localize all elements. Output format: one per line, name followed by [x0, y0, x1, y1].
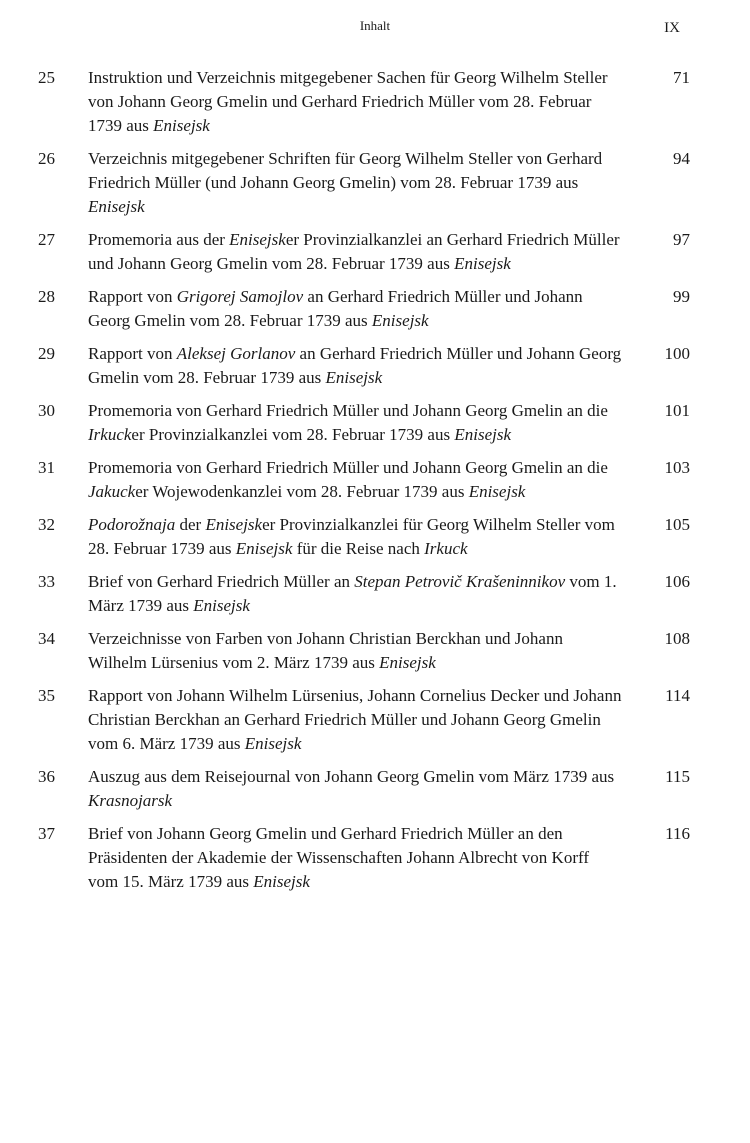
- entry-page-number: 108: [664, 629, 690, 648]
- entry-title-text: Promemoria von Gerhard Friedrich Müller und Johann Georg Gmelin an die: [88, 401, 608, 420]
- toc-entry: [0, 627, 750, 675]
- entry-page-number: 97: [673, 230, 690, 249]
- entry-title-text: Rapport von: [88, 344, 177, 363]
- entry-number: 26: [38, 149, 55, 168]
- entry-title-italic: Enisejsk: [454, 254, 511, 273]
- entry-title-text: der: [175, 515, 206, 534]
- entry-title: [88, 147, 623, 219]
- entry-title-text: Brief von Gerhard Friedrich Müller an: [88, 572, 355, 591]
- entry-title: [88, 627, 623, 675]
- entry-title-italic: Enisejsk: [253, 872, 310, 891]
- entry-title-italic: Enisejsk: [454, 425, 511, 444]
- entry-title-italic: Grigorej Samojlov: [176, 287, 304, 306]
- entry-title: [88, 684, 623, 756]
- entry-title-text: er Provinzialkanzlei vom 28. Februar 1739 aus: [131, 425, 455, 444]
- entry-title-text: an Gerhard Friedrich Müller und Johann Georg Gmelin vom 28. Februar 1739 aus: [88, 344, 622, 387]
- entry-number: 27: [38, 230, 55, 249]
- entry-title-italic: Irkuck: [424, 539, 468, 558]
- entry-title: [88, 570, 623, 618]
- entry-title-text: Promemoria aus der: [88, 230, 230, 249]
- toc-entry: [0, 570, 750, 618]
- running-header: [0, 18, 750, 42]
- entry-title-text: Verzeichnis mitgegebener Schriften für Georg Wilhelm Steller von Gerhard Friedrich Müller (und Johann Georg Gmelin) vom 28. Februar 1739 aus: [88, 149, 603, 192]
- entry-page-number: 100: [664, 344, 690, 363]
- entry-title-italic: Enisejsk: [153, 116, 210, 135]
- entry-number: 31: [38, 458, 55, 477]
- entry-page-number: 101: [664, 401, 690, 420]
- entry-title-italic: Irkuck: [88, 425, 132, 444]
- toc-entry: [0, 399, 750, 447]
- entry-page-number: 106: [664, 572, 690, 591]
- entry-number: 34: [38, 629, 55, 648]
- entry-number: 28: [38, 287, 55, 306]
- entry-page-number: 71: [673, 68, 690, 87]
- toc-entry: [0, 66, 750, 138]
- entry-page-number: 99: [673, 287, 690, 306]
- entry-number: 35: [38, 686, 55, 705]
- running-title: Inhalt: [359, 18, 391, 33]
- entry-title-italic: Stepan Petrovič Krašeninnikov: [354, 572, 566, 591]
- entry-title-italic: Enisejsk: [88, 197, 145, 216]
- entry-title-italic: Krasnojarsk: [88, 791, 173, 810]
- toc-entry: [0, 513, 750, 561]
- entry-number: 36: [38, 767, 55, 786]
- entry-title-italic: Aleksej Gorlanov: [176, 344, 296, 363]
- entry-title: [88, 513, 623, 561]
- toc-entry: [0, 285, 750, 333]
- entry-title-text: Rapport von: [88, 287, 177, 306]
- entry-page-number: 105: [664, 515, 690, 534]
- entry-title-text: an Gerhard Friedrich Müller und Johann Georg Gmelin vom 28. Februar 1739 aus: [88, 287, 583, 330]
- entry-title-italic: Enisejsk: [229, 230, 286, 249]
- entry-title: [88, 822, 623, 894]
- entry-number: 29: [38, 344, 55, 363]
- entry-title-text: Rapport von Johann Wilhelm Lürsenius, Johann Cornelius Decker und Johann Christian Berckhan an Gerhard Friedrich Müller und Johann Georg Gmelin vom 6. März 1739 aus: [88, 686, 622, 753]
- toc-entry: [0, 822, 750, 894]
- entry-title-italic: Enisejsk: [371, 311, 429, 330]
- entry-title-italic: Enisejsk: [379, 653, 436, 672]
- toc-entry: [0, 456, 750, 504]
- toc-entry: [0, 147, 750, 219]
- entry-number: 33: [38, 572, 55, 591]
- entry-title-text: Auszug aus dem Reisejournal von Johann Georg Gmelin vom März 1739 aus: [88, 767, 615, 786]
- entry-title: [88, 285, 623, 333]
- entry-title-italic: Podorožnaja: [88, 515, 176, 534]
- entry-title-italic: Enisejsk: [468, 482, 526, 501]
- entry-page-number: 114: [665, 686, 690, 705]
- entry-title: [88, 342, 623, 390]
- entry-title-text: Brief von Johann Georg Gmelin und Gerhard Friedrich Müller an den Präsidenten der Akademie der Wissenschaften Johann Albrecht von Korff vom 15. März 1739 aus: [88, 824, 589, 891]
- toc-entry: [0, 228, 750, 276]
- entry-title: [88, 456, 623, 504]
- entry-title: [88, 66, 623, 138]
- entry-title: [88, 765, 623, 813]
- toc-entry: [0, 342, 750, 390]
- table-of-contents: [0, 66, 750, 903]
- page-number: IX: [664, 20, 680, 36]
- entry-number: 25: [38, 68, 55, 87]
- entry-title-text: für die Reise nach: [292, 539, 425, 558]
- entry-page-number: 103: [664, 458, 690, 477]
- entry-title-italic: Enisejsk: [205, 515, 263, 534]
- entry-title: [88, 228, 623, 276]
- entry-title-text: er Provinzialkanzlei an Gerhard Friedrich Müller und Johann Georg Gmelin vom 28. Februar 1739 aus: [88, 230, 620, 273]
- entry-title-text: er Wojewodenkanzlei vom 28. Februar 1739 aus: [135, 482, 469, 501]
- entry-page-number: 116: [665, 824, 690, 843]
- toc-entry: [0, 765, 750, 813]
- entry-title-text: Instruktion und Verzeichnis mitgegebener Sachen für Georg Wilhelm Steller von Johann Georg Gmelin und Gerhard Friedrich Müller vom 28. Februar 1739 aus: [88, 68, 608, 135]
- entry-number: 30: [38, 401, 55, 420]
- entry-title-italic: Enisejsk: [193, 596, 250, 615]
- entry-number: 32: [38, 515, 55, 534]
- entry-title-text: Promemoria von Gerhard Friedrich Müller und Johann Georg Gmelin an die: [88, 458, 608, 477]
- entry-title-italic: Enisejsk: [244, 734, 302, 753]
- toc-entry: [0, 684, 750, 756]
- entry-title-text: er Provinzialkanzlei für Georg Wilhelm Steller vom 28. Februar 1739 aus: [88, 515, 615, 558]
- entry-title: [88, 399, 623, 447]
- entry-title-text: vom 1. März 1739 aus: [88, 572, 617, 615]
- entry-title-italic: Enisejsk: [325, 368, 383, 387]
- entry-title-italic: Jakuck: [88, 482, 136, 501]
- entry-number: 37: [38, 824, 55, 843]
- entry-title-text: Verzeichnisse von Farben von Johann Christian Berckhan und Johann Wilhelm Lürsenius vom 2. März 1739 aus: [88, 629, 563, 672]
- entry-page-number: 94: [673, 149, 690, 168]
- entry-page-number: 115: [665, 767, 690, 786]
- entry-title-italic: Enisejsk: [235, 539, 293, 558]
